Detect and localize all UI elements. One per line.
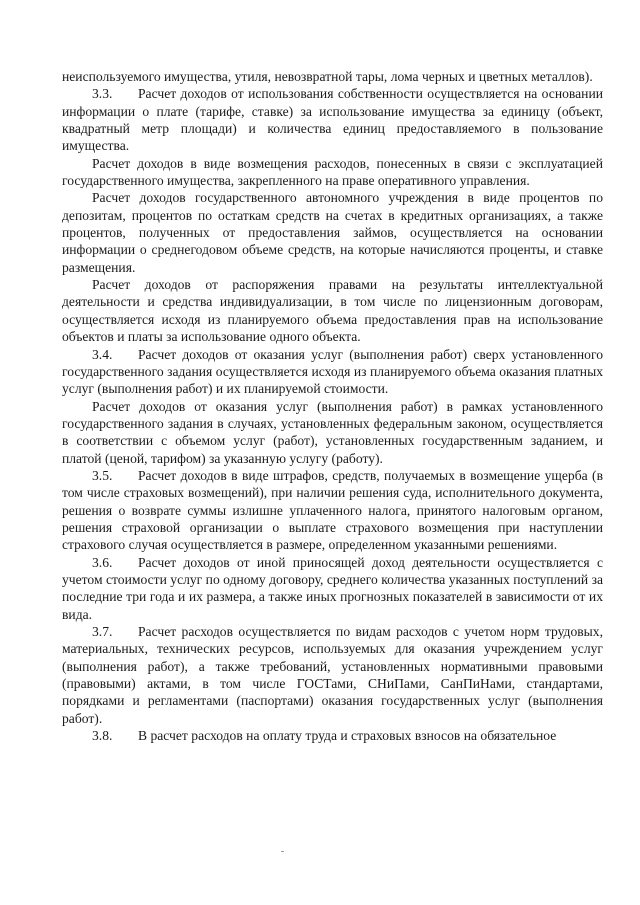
paragraph-3-8 — [62, 727, 603, 744]
paragraph-3-7 — [62, 623, 603, 727]
paragraph-text: В расчет расходов на оплату труда и страховых взносов на обязательное — [138, 728, 557, 744]
paragraph-text: Расчет доходов от распоряжения правами на результаты интеллектуальной деятельности и средства индивидуализации, в том числе по лицензионным договорам, осуществляется исходя из планируемого объема предоставления прав на использование объектов и платы за использование одного объекта. — [62, 277, 603, 345]
paragraph-number: 3.8. — [92, 728, 113, 744]
paragraph-text: неиспользуемого имущества, утиля, невозвратной тары, лома черных и цветных металлов). — [62, 69, 593, 84]
paragraph-3-6 — [62, 554, 603, 623]
paragraph-state-assignment — [62, 398, 603, 467]
paragraph-text: Расчет доходов в виде штрафов, средств, получаемых в возмещение ущерба (в том числе страховых возмещений), при наличии решения суда, исполнительного документа, решения о возврате суммы излишне уплаченного налога, принятого налоговым органом, решения страховой организации о выплате страхового возмещения при наступлении страхового случая осуществляется в размере, определенном указанными решениями. — [62, 467, 603, 553]
paragraph-number: 3.6. — [92, 554, 113, 570]
paragraph-number: 3.7. — [92, 624, 113, 639]
paragraph-text: Расчет доходов в виде возмещения расходов, понесенных в связи с эксплуатацией государственного имущества, закрепленного на праве оперативного управления. — [62, 155, 603, 189]
paragraph-number: 3.4. — [92, 346, 113, 362]
paragraph-expense-reimbursement — [62, 155, 603, 190]
paragraph-number: 3.5. — [92, 467, 113, 483]
scan-speck — [281, 851, 284, 852]
paragraph-text: Расчет доходов от оказания услуг (выполнения работ) сверх установленного государственного задания осуществляется исходя из планируемого объема оказания платных услуг (выполнения работ) и их планируемой стоимости. — [62, 346, 603, 397]
paragraph-text: Расчет расходов осуществляется по видам расходов с учетом норм трудовых, материальных, технических ресурсов, используемых для оказания учреждением услуг (выполнения работ), а также требований, установленных нормативными правовыми (правовыми) актами, в том числе ГОСТами, СНиПами, СанПиНами, стандартами, порядками и регламентами (паспортами) оказания государственных услуг (выполнения работ). — [62, 624, 603, 726]
paragraph-continuation — [62, 68, 603, 85]
document-body — [62, 68, 603, 744]
paragraph-3-5 — [62, 467, 603, 554]
paragraph-text: Расчет доходов государственного автономного учреждения в виде процентов по депозитам, процентов по остаткам средств на счетах в кредитных организациях, а также процентов, полученных от предоставления займов, осуществляется на основании информации о среднегодовом объеме средств, на которые начисляются проценты, и ставке размещения. — [62, 190, 603, 275]
paragraph-text: Расчет доходов от иной приносящей доход деятельности осуществляется с учетом стоимости услуг по одному договору, среднего количества указанных поступлений за последние три года и их размера, а также иных прогнозных показателей в зависимости от их вида. — [62, 554, 603, 622]
paragraph-3-4 — [62, 346, 603, 398]
paragraph-text: Расчет доходов от использования собственности осуществляется на основании информации о плате (тарифе, ставке) за использование имущества за единицу (объект, квадратный метр площади) и количества единиц предоставляемого в пользование имущества. — [62, 86, 603, 154]
paragraph-interest-income — [62, 189, 603, 276]
paragraph-3-3 — [62, 85, 603, 154]
paragraph-number: 3.3. — [92, 86, 113, 102]
paragraph-text: Расчет доходов от оказания услуг (выполнения работ) в рамках установленного государственного задания в случаях, установленных федеральным законом, осуществляется в соответствии с объемом услуг (работ), установленных государственным заданием, и платой (ценой, тарифом) за указанную услугу (работу). — [62, 398, 603, 466]
paragraph-intellectual-property — [62, 276, 603, 345]
